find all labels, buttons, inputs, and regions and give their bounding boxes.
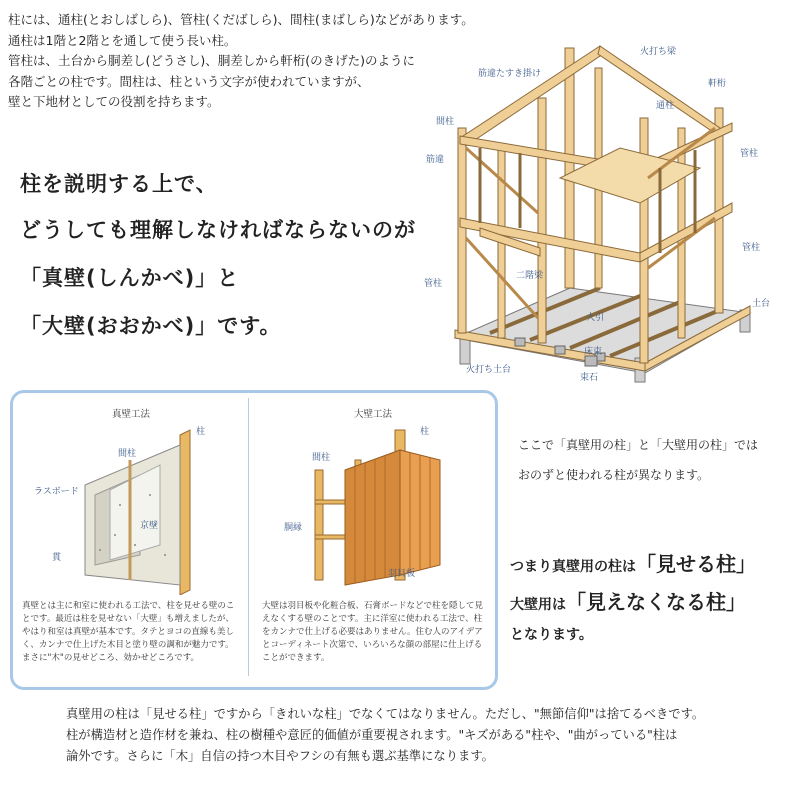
intro-text	[8, 10, 474, 113]
summary-line-3: となります。	[510, 627, 593, 643]
shinkabe-label-mabashira: 間柱	[118, 449, 137, 459]
panel-divider	[248, 398, 249, 676]
label-hiuchibari: 火打ち梁	[640, 47, 677, 57]
intro-line: 壁と下地材としての役割を持ちます。	[8, 94, 220, 109]
bottom-line: 論外です。さらに「木」自信の持つ木目やフシの有無も選ぶ基準になります。	[66, 749, 494, 763]
label-nikaibari: 二階梁	[516, 271, 544, 281]
label-kudabashira-2: 管柱	[742, 243, 761, 253]
intro-line: 各階ごとの柱です。間柱は、柱という文字が使われていますが、	[8, 73, 370, 89]
bottom-line: 真壁用の柱は「見せる柱」ですから「きれいな柱」でなくてはなりません。ただし、"無節信仰"は捨てるべきです。	[66, 707, 705, 721]
summary-line-1	[510, 548, 756, 577]
bottom-line: 柱が構造材と造作材を兼ね、柱の樹種や意匠的価値が重要視されます。"キズがある"柱や、"曲がっている"柱は	[66, 728, 678, 742]
intro-line: 管柱は、土台から胴差し(どうさし)、胴差しから軒桁(のきげた)のように	[8, 53, 416, 68]
okabe-label-mabashira: 間柱	[312, 453, 331, 463]
summary-line-2	[510, 586, 746, 615]
summary-line-2-prefix: 大壁用は	[510, 597, 566, 613]
label-hiuchidodai: 火打ち土台	[466, 365, 512, 375]
label-nokigeta: 軒桁	[708, 79, 727, 89]
label-sujikai-kake: 筋違たすき掛け	[478, 69, 542, 79]
shinkabe-label-kyokabe: 京壁	[140, 521, 159, 531]
headline-line: どうしても理解しなければならないのが	[20, 218, 416, 242]
okabe-label-hashira: 柱	[420, 427, 430, 437]
intro-line: 通柱は1階と2階とを通して使う長い柱。	[8, 32, 237, 48]
house-frame-illustration	[420, 38, 790, 388]
shinkabe-label-hashira: 柱	[196, 427, 206, 437]
label-obiki: 大引	[586, 313, 605, 323]
label-toshibashira: 通柱	[656, 101, 675, 111]
summary-line-2-emphasis: 「見えなくなる柱」	[566, 590, 746, 614]
summary-line-1-emphasis: 「見せる柱」	[636, 552, 756, 576]
label-dodai: 土台	[752, 299, 771, 309]
label-mabashira: 間柱	[436, 117, 455, 127]
headline-line: 柱を説明する上で、	[20, 172, 218, 196]
okabe-label-hameita: 羽目板	[388, 569, 416, 579]
label-kudabashira-3: 管柱	[424, 279, 443, 289]
okabe-description: 大壁は羽目板や化粧合板、石膏ボードなどで柱を隠して見えなくする壁のことです。主に洋室に使われる工法で、柱をカンナで仕上げる必要はありません。住む人のアイデアとコーディネート次第で、いろいろな顔の部屋に仕上げることができます。	[262, 601, 484, 663]
okabe-label-dobuchi: 胴縁	[284, 523, 303, 533]
shinkabe-label-lathboard: ラスボード	[34, 487, 79, 497]
shinkabe-title: 真壁工法	[112, 409, 151, 420]
shinkabe-description: 真壁とは主に和室に使われる工法で、柱を見せる壁のことです。最近は柱を見せない「大壁」も増えましたが、やはり和室は真壁が基本です。タテとヨコの直線も美しく、カンナで仕上げた木目と塗り壁の調和が魅力です。まさに"木"の見せどころ、効かせどころです。	[22, 601, 235, 663]
right-note-line: ここで「真壁用の柱」と「大壁用の柱」では	[518, 438, 759, 452]
label-sujikai: 筋違	[426, 155, 445, 165]
right-note-line: おのずと使われる柱が異なります。	[518, 468, 710, 482]
intro-line: 柱には、通柱(とおしばしら)、管柱(くだばしら)、間柱(まばしら)などがあります。	[8, 12, 474, 27]
label-tsukaishi: 束石	[580, 373, 599, 383]
headline-line: 「真壁(しんかべ)」と	[20, 266, 240, 290]
summary-line-1-prefix: つまり真壁用の柱は	[510, 559, 636, 575]
bottom-paragraph	[66, 704, 766, 767]
label-tsuka: 床束	[584, 347, 603, 357]
label-kudabashira-1: 管柱	[740, 149, 759, 159]
headline-line: 「大壁(おおかべ)」です。	[20, 314, 282, 338]
okabe-title: 大壁工法	[354, 409, 393, 420]
shinkabe-label-nuki: 貫	[52, 553, 62, 563]
